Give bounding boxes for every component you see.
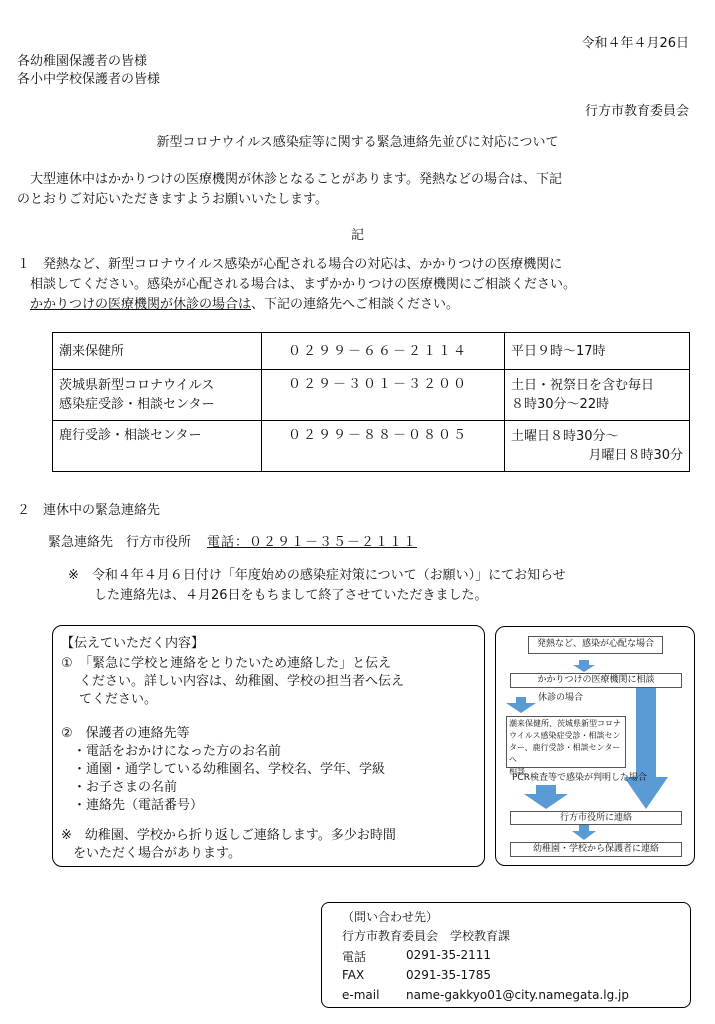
info-box xyxy=(52,625,485,867)
flow-step-4: 行方市役所に連絡 xyxy=(510,811,682,825)
inquiry-org: 行方市教育委員会 学校教育課 xyxy=(342,929,511,943)
section-1-line-1: １ 発熱など、新型コロナウイルス感染が心配される場合の対応は、かかりつけの医療機関に xyxy=(17,257,563,272)
emergency-contact xyxy=(48,531,417,550)
info-note-line-1: ※ 幼稚園、学校から折り返しご連絡します。多少お時間 xyxy=(61,828,396,843)
inquiry-heading: （問い合わせ先） xyxy=(342,910,439,924)
table-row xyxy=(53,421,690,472)
emergency-contact-phone: 電話：０２９１－３５－２１１１ xyxy=(207,535,418,550)
section-1-line-2: 相談してください。感染が心配される場合は、まずかかりつけの医療機関にご相談ください。 xyxy=(30,277,577,292)
section-2-note xyxy=(68,566,566,606)
list-item: ・お子さまの名前 xyxy=(73,780,178,795)
inquiry-fax-label: FAX xyxy=(342,968,365,982)
flow-label-pcr: PCR検査等で感染が判明した場合 xyxy=(512,773,647,783)
section-2-note-line-2: した連絡先は、４月26日をもちまして終了させていただきました。 xyxy=(94,588,488,603)
flow-step-5: 幼稚園・学校から保護者に連絡 xyxy=(510,842,682,857)
info-item-1-line-1: ① 「緊急に学校と連絡をとりたいため連絡した」と伝え xyxy=(61,656,392,671)
section-2-note-line-1: ※ 令和４年４月６日付け「年度始めの感染症対策について（お願い）」にてお知らせ xyxy=(68,568,566,583)
list-item: ・通園・通学している幼稚園名、学校名、学年、学級 xyxy=(73,762,386,777)
contact-phone: ０２９－３０１－３２００ xyxy=(262,370,505,421)
arrow-down-icon xyxy=(573,660,595,672)
document-title: 新型コロナウイルス感染症等に関する緊急連絡先並びに対応について xyxy=(156,135,559,150)
recipient-kindergarten: 各幼稚園保護者の皆様 xyxy=(17,54,148,69)
intro-line-1: 大型連休中はかかりつけの医療機関が休診となることがあります。発熱などの場合は、下記 xyxy=(30,172,562,187)
contact-hours: 土曜日８時30分～ 月曜日８時30分 xyxy=(505,421,690,472)
recipient-schools: 各小中学校保護者の皆様 xyxy=(17,72,161,87)
section-1-line-3 xyxy=(17,295,576,315)
flow-chart xyxy=(495,626,695,866)
inquiry-tel-label: 電話 xyxy=(342,950,367,964)
contact-name: 茨城県新型コロナウイルス 感染症受診・相談センター xyxy=(53,370,262,421)
contacts-table xyxy=(52,332,690,472)
intro-paragraph xyxy=(17,170,697,210)
contact-hours: 土日・祝祭日を含む毎日 ８時30分～22時 xyxy=(505,370,690,421)
inquiry-box xyxy=(321,902,691,1008)
table-row xyxy=(53,333,690,370)
table-row xyxy=(53,370,690,421)
sender: 行方市教育委員会 xyxy=(584,104,689,119)
info-note-line-2: をいただく場合があります。 xyxy=(73,846,241,861)
section-1-underlined: かかりつけの医療機関が休診の場合は xyxy=(30,297,252,312)
arrow-down-icon xyxy=(572,825,596,840)
contact-phone: ０２９９－８８－０８０５ xyxy=(262,421,505,472)
inquiry-email[interactable]: name-gakkyo01@city.namegata.lg.jp xyxy=(406,988,629,1002)
arrow-down-icon xyxy=(524,785,568,809)
contact-phone: ０２９９－６６－２１１４ xyxy=(262,333,505,370)
list-item: ・電話をおかけになった方のお名前 xyxy=(73,744,282,759)
info-box-heading: 【伝えていただく内容】 xyxy=(61,636,205,651)
arrow-right-long-icon xyxy=(624,687,668,809)
section-1-line-3-rest: 、下記の連絡先へご相談ください。 xyxy=(251,297,460,312)
inquiry-email-label: e-mail xyxy=(342,988,380,1002)
contact-name: 鹿行受診・相談センター xyxy=(53,421,262,472)
document-date: 令和４年４月26日 xyxy=(581,36,689,51)
emergency-contact-label: 緊急連絡先 行方市役所 xyxy=(48,535,192,550)
arrow-down-icon xyxy=(506,697,536,713)
contact-hours: 平日９時～17時 xyxy=(505,333,690,370)
info-item-1-line-3: てください。 xyxy=(79,692,158,707)
flow-step-1: 発熱など、感染が心配な場合 xyxy=(528,636,663,654)
intro-line-2: のとおりご対応いただきますようお願いいたします。 xyxy=(17,192,328,207)
contact-name: 潮来保健所 xyxy=(53,333,262,370)
info-item-1-line-2: ください。詳しい内容は、幼稚園、学校の担当者へ伝え xyxy=(79,674,405,689)
list-item: ・連絡先（電話番号） xyxy=(73,798,204,813)
inquiry-fax: 0291-35-1785 xyxy=(406,968,492,982)
section-2-heading: ２ 連休中の緊急連絡先 xyxy=(17,503,161,518)
flow-label-closed: 休診の場合 xyxy=(538,693,584,703)
ki-heading: 記 xyxy=(350,228,364,243)
inquiry-tel: 0291-35-2111 xyxy=(406,948,492,962)
flow-step-3: 潮来保健所、茨城県新型コロナ ウイルス感染症受診・相談セン ター、鹿行受診・相談センターへ 相談 xyxy=(506,716,626,768)
flow-step-2: かかりつけの医療機関に相談 xyxy=(510,673,682,688)
info-item-2-heading: ② 保護者の連絡先等 xyxy=(61,726,190,741)
section-1 xyxy=(17,255,576,315)
